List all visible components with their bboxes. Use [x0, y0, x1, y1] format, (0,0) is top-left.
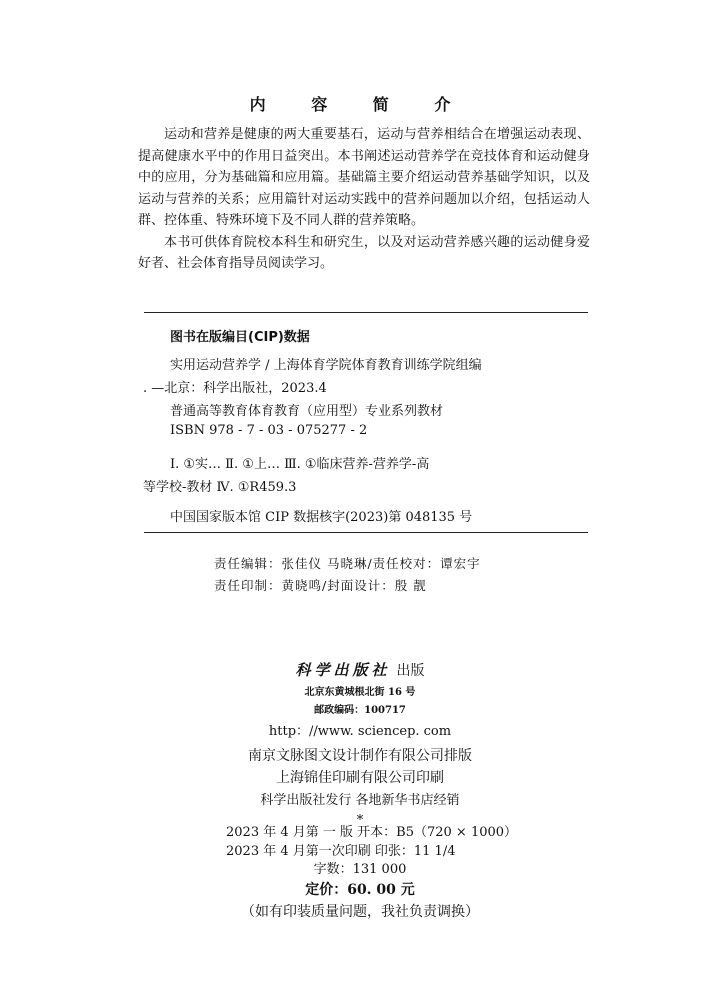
summary-body — [138, 124, 590, 275]
publisher-block — [0, 659, 720, 828]
typesetter: 南京文脉图文设计制作有限公司排版 — [248, 748, 472, 764]
publisher-address: 北京东黄城根北街 16 号 — [304, 687, 416, 698]
summary-paragraph-2: 本书可供体育院校本科生和研究生，以及对运动营养感兴趣的运动健身爱好者、社会体育指导员阅读学习。 — [138, 234, 590, 271]
credits-printing: 责任印制：黄晓鸣/封面设计：殷 靓 — [214, 578, 427, 593]
price: 定价：60. 00 元 — [305, 882, 415, 898]
publisher-name-line — [0, 659, 720, 680]
summary-title: 内 容 简 介 — [249, 95, 471, 114]
separator-asterisk: * — [356, 813, 364, 828]
cip-line-series: 普通高等教育体育教育（应用型）专业系列教材 — [170, 404, 444, 419]
publisher-suffix: 出版 — [396, 663, 425, 679]
credits — [214, 553, 481, 597]
cip-line-classification: 等学校-教材 Ⅳ. ①R459.3 — [143, 480, 297, 495]
printer: 上海锦佳印刷有限公司印刷 — [276, 770, 444, 786]
cip-line-isbn: ISBN 978 - 7 - 03 - 075277 - 2 — [170, 423, 368, 438]
distribution: 科学出版社发行 各地新华书店经销 — [260, 793, 460, 808]
cip-line-title: 实用运动营养学 / 上海体育学院体育教育训练学院组编 — [170, 358, 482, 373]
publisher-postcode: 邮政编码：100717 — [314, 705, 406, 716]
credits-editors: 责任编辑：张佳仪 马晓琳/责任校对：谭宏宇 — [214, 556, 481, 571]
replacement-note: （如有印装质量问题，我社负责调换） — [241, 904, 479, 920]
publisher-url: http：//www. sciencep. com — [268, 724, 452, 739]
bottom-divider — [144, 532, 588, 533]
top-divider — [144, 312, 588, 313]
cip-line-record: 中国国家版本馆 CIP 数据核字(2023)第 048135 号 — [170, 510, 473, 525]
cip-line-subjects: Ⅰ. ①实… Ⅱ. ①上… Ⅲ. ①临床营养-营养学-高 — [170, 457, 430, 472]
cip-line-publication: . —北京：科学出版社，2023.4 — [143, 381, 327, 396]
publisher-logo: 科学出版社 — [295, 661, 391, 679]
cip-heading: 图书在版编目(CIP)数据 — [170, 330, 310, 345]
summary-paragraph-1: 运动和营养是健康的两大重要基石，运动与营养相结合在增强运动表现、提高健康水平中的作用日益突出。本书阐述运动营养学在竞技体育和运动健身中的应用，分为基础篇和应用篇。基础篇主要介绍运动营养基础学知识，以及运动与营养的关系；应用篇针对运动实践中的营养问题加以介绍，包括运动人群、控体重、特殊环境下及不同人群的营养策略。 — [138, 127, 590, 228]
word-count: 字数：131 000 — [313, 862, 407, 877]
edition-line-2: 2023 年 4 月第一次印刷 印张：11 1/4 — [226, 844, 456, 859]
edition-line-1: 2023 年 4 月第 一 版 开本：B5（720 × 1000） — [226, 825, 518, 840]
